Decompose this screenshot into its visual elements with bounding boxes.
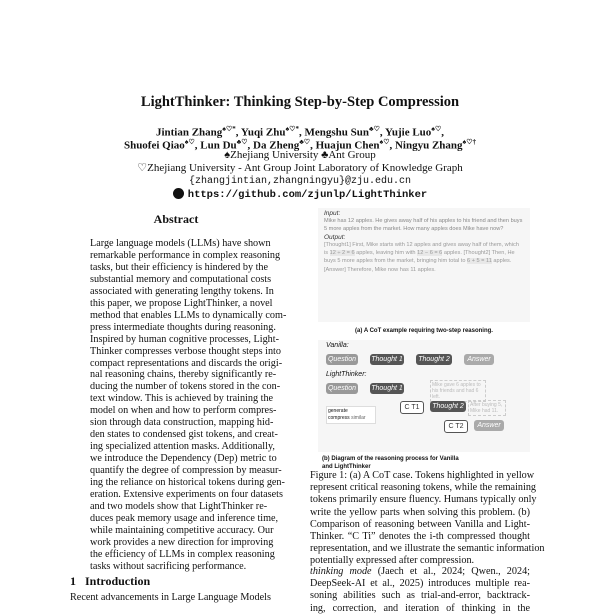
abstract-line: den states to condensed gist tokens, and creat- <box>90 429 278 441</box>
answer-node-lt: Answer <box>474 420 504 431</box>
author-affiliation-mark: ♠♡ <box>379 138 390 146</box>
thought2-node: Thought 2 <box>416 354 452 365</box>
caption-line: representation, and we illustrate the semantic information <box>310 543 545 555</box>
abstract-line: Thinker compresses verbose thought steps into <box>90 345 281 357</box>
author-name: Ningyu Zhang <box>394 139 463 152</box>
abstract-line: we introduce the Dependency (Dep) metric to <box>90 453 277 465</box>
caption-b: (b) Diagram of the reasoning process for Vanilla and LightThinker <box>322 456 459 470</box>
input-text: Mike has 12 apples. He gives away half of his apples to his friend and then buys 5 more apples from the market. How many apples does Mike have now? <box>324 218 523 232</box>
caption-a: (a) A CoT example requiring two-step reasoning. <box>355 328 493 334</box>
abstract-line: ing the reliance on historical tokens during gen- <box>90 477 285 489</box>
affiliation-2: ♡Zhejiang University - Ant Group Joint Laboratory of Knowledge Graph <box>137 162 463 174</box>
author-affiliation-mark: ♠♡* <box>285 125 299 133</box>
author-line-2: Shuofei Qiao♠♡, Lun Du♣♡, Da Zheng♣♡, Huajun Chen♠♡, Ningyu Zhang♠♡† <box>123 138 477 152</box>
lightthinker-label: LightThinker: <box>326 371 367 378</box>
answer-node: Answer <box>464 354 494 365</box>
abstract-line: Large language models (LLMs) have shown <box>90 238 271 249</box>
author-name: Jintian Zhang <box>155 126 223 139</box>
abstract-line: this paper, we propose LightThinker, a novel <box>90 297 273 309</box>
author-affiliation-mark: ♠♡* <box>222 125 236 133</box>
affiliation-1: ♠Zhejiang University ♣Ant Group <box>224 149 376 161</box>
figure-caption <box>310 470 545 568</box>
abstract-line: compact representations and discards the origi- <box>90 357 283 369</box>
github-url[interactable]: https://github.com/zjunlp/LightThinker <box>187 189 428 201</box>
abstract-line: ing specialized attention masks. Additionally, <box>90 441 275 453</box>
question-node: Question <box>327 356 357 363</box>
abstract-line: while maintaining competitive accuracy. Our <box>90 524 274 536</box>
author-line-1: Jintian Zhang♠♡*, Yuqi Zhu♠♡*, Mengshu Sun♣♡, Yujie Luo♠♡, <box>155 125 445 139</box>
abstract-line: tasks, but their efficiency is hindered by the <box>90 261 269 273</box>
ct1-node: C T1 <box>400 401 424 414</box>
legend: generate compress similar <box>326 406 376 424</box>
abstract-line: ducing the number of tokens stored in the con- <box>90 381 281 393</box>
abstract-line: the efficiency of LLMs in complex reasoning <box>90 548 275 560</box>
abstract-line: quantify the degree of compression by measur- <box>90 465 282 477</box>
github-link[interactable] <box>0 188 600 202</box>
abstract-body <box>90 238 287 573</box>
abstract-line: sion through data construction, mapping hid- <box>90 417 274 429</box>
caption-line: potentially expressed after compression. <box>310 555 475 567</box>
ct2-node: C T2 <box>444 420 468 433</box>
note-ct2: After buying 5, Mike had 11. <box>468 400 506 416</box>
author-affiliation-mark: ♣♡ <box>368 125 380 133</box>
abstract-line: nal reasoning chains, thereby significantly re- <box>90 369 277 381</box>
thought1-node: Thought 1 <box>371 356 403 363</box>
author-name: Mengshu Sun <box>304 126 369 139</box>
output-text: [Thought1] First, Mike starts with 12 apples and gives away half of them, which is 12 ÷ 2 = 6 apples, leaving him with 12 − 6 = 6 apples. [Thought2] Then, He buys 5 more apples from the market, bringing him total to 6 + 5 = 11 apples. [Answer] Therefore, Mike now has 11 apples. <box>324 242 519 273</box>
input-label: Input: <box>324 210 341 217</box>
abstract-line: duces peak memory usage and inference time, <box>90 512 279 524</box>
abstract-heading: Abstract <box>153 212 199 226</box>
thought1-node-lt: Thought 1 <box>371 385 403 392</box>
question-node-lt: Question <box>327 385 357 392</box>
intro-first-line: Recent advancements in Large Language Models <box>70 592 271 603</box>
abstract-line: model on when and how to perform compres- <box>90 405 277 417</box>
paper-title: LightThinker: Thinking Step-by-Step Compression <box>140 94 460 110</box>
abstract-line: press intermediate thoughts during reasoning. <box>90 321 276 333</box>
author-name: Lun Du <box>200 139 237 152</box>
abstract-line: substantial memory and computational costs <box>90 273 272 285</box>
author-name: Shuofei Qiao <box>123 139 185 152</box>
caption-line: write the yellow parts when solving this problem. (b) <box>310 506 530 518</box>
author-affiliation-mark: ♣♡ <box>236 138 248 146</box>
author-affiliation-mark: ♣♡ <box>299 138 311 146</box>
email: {zhangjintian,zhangningyu}@zju.edu.cn <box>188 176 412 187</box>
author-affiliation-mark: ♠♡ <box>431 125 442 133</box>
note-ct1: Mike gave 6 apples to his friends and had 6 left. <box>430 380 486 402</box>
author-name: Da Zheng <box>253 139 300 152</box>
author-affiliation-mark: ♠♡† <box>462 138 477 146</box>
author-name: Yujie Luo <box>384 126 432 139</box>
caption-line: Figure 1: (a) A CoT case. Tokens highlighted in yellow <box>310 470 535 481</box>
author-name: Huajun Chen <box>315 139 380 152</box>
github-icon <box>173 188 184 199</box>
thought2-node-lt: Thought 2 <box>430 401 466 412</box>
caption-line: Comparison of reasoning between Vanilla and Light- <box>310 518 530 530</box>
caption-line: Thinker. “C Ti” denotes the i-th compressed thought <box>310 531 530 543</box>
right-paragraph: thinking mode (Jaech et al., 2024; Qwen., 2024; DeepSeek-AI et al., 2025) introduces multiple rea- soning abilities such as trial-and-error, backtrack- ing, correction, and iteration of thinking in the <box>310 566 530 614</box>
abstract-line: Inspired by human cognitive processes, Light- <box>90 333 279 345</box>
figure-1a-box <box>318 208 530 322</box>
abstract-line: and two models show that LightThinker re- <box>90 500 268 512</box>
abstract-line: remarkable performance in complex reasoning <box>90 249 281 261</box>
figure-1b-diagram <box>318 340 530 452</box>
caption-line: represent critical reasoning tokens, while the remaining <box>310 482 537 494</box>
author-name: Yuqi Zhu <box>240 126 286 139</box>
vanilla-label: Vanilla: <box>326 342 349 349</box>
abstract-line: associated with generating lengthy tokens. In <box>90 285 274 297</box>
abstract-line: text window. This is achieved by training the <box>90 393 274 405</box>
section-heading-introduction: 1 Introduction <box>70 574 151 588</box>
abstract-line: method that enables LLMs to dynamically com- <box>90 309 287 321</box>
output-label: Output: <box>324 234 346 241</box>
abstract-line: tasks without sacrificing performance. <box>90 560 247 572</box>
abstract-line: work provides a new direction for improving <box>90 536 274 548</box>
caption-line: tokens primarily ensure fluency. Humans typically only <box>310 494 537 506</box>
abstract-line: eration. Extensive experiments on four datasets <box>90 489 283 501</box>
author-affiliation-mark: ♠♡ <box>184 138 195 146</box>
